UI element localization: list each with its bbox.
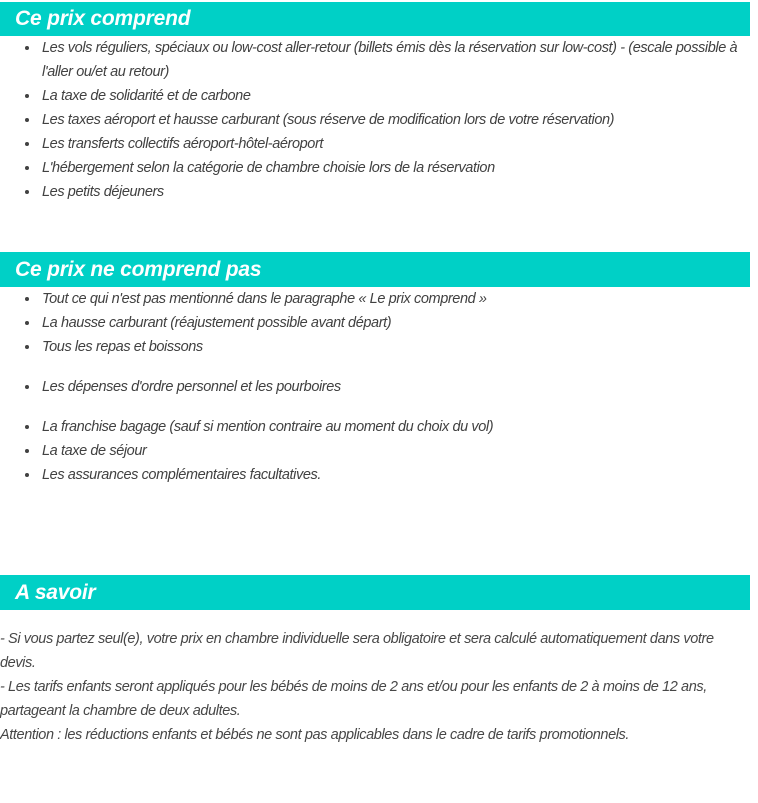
section-title: Ce prix ne comprend pas [15, 257, 262, 281]
list-item: • Les taxes aéroport et hausse carburant (sous réserve de modification lors de votre réservation) [40, 108, 750, 132]
list-item: • Les assurances complémentaires facultatives. [40, 463, 750, 487]
list-item: • L'hébergement selon la catégorie de chambre choisie lors de la réservation [40, 156, 750, 180]
list-item: • Les dépenses d'ordre personnel et les pourboires [40, 375, 750, 399]
good-to-know-notes [0, 627, 750, 747]
list-item: • La taxe de solidarité et de carbone [40, 84, 750, 108]
section-title: A savoir [15, 580, 96, 604]
section-header-good-to-know [0, 575, 750, 610]
note-paragraph: Attention : les réductions enfants et bébés ne sont pas applicables dans le cadre de tarifs promotionnels. [0, 727, 630, 743]
section-title: Ce prix comprend [15, 7, 191, 30]
list-item: • Les vols réguliers, spéciaux ou low-cost aller-retour (billets émis dès la réservation sur low-cost) - (escale possible à l'aller ou/et au retour) [40, 36, 750, 84]
list-item: • La franchise bagage (sauf si mention contraire au moment du choix du vol) [40, 415, 750, 439]
list-item: • La hausse carburant (réajustement possible avant départ) [40, 311, 750, 335]
note-paragraph: - Les tarifs enfants seront appliqués pour les bébés de moins de 2 ans et/ou pour les enfants de 2 à moins de 12 ans, partageant la chambre de deux adultes. [0, 679, 707, 719]
price-info-page [0, 2, 750, 747]
price-includes-list [0, 36, 750, 204]
list-item: • Les transferts collectifs aéroport-hôtel-aéroport [40, 132, 750, 156]
section-header-price-includes [0, 2, 750, 36]
list-item: • Tous les repas et boissons [40, 335, 750, 359]
section-header-price-excludes [0, 252, 750, 287]
list-item: • La taxe de séjour [40, 439, 750, 463]
price-excludes-list [0, 287, 750, 487]
note-paragraph: - Si vous partez seul(e), votre prix en chambre individuelle sera obligatoire et sera calculé automatiquement dans votre devis. [0, 631, 714, 671]
list-item: • Les petits déjeuners [40, 180, 750, 204]
list-item: • Tout ce qui n'est pas mentionné dans le paragraphe « Le prix comprend » [40, 287, 750, 311]
